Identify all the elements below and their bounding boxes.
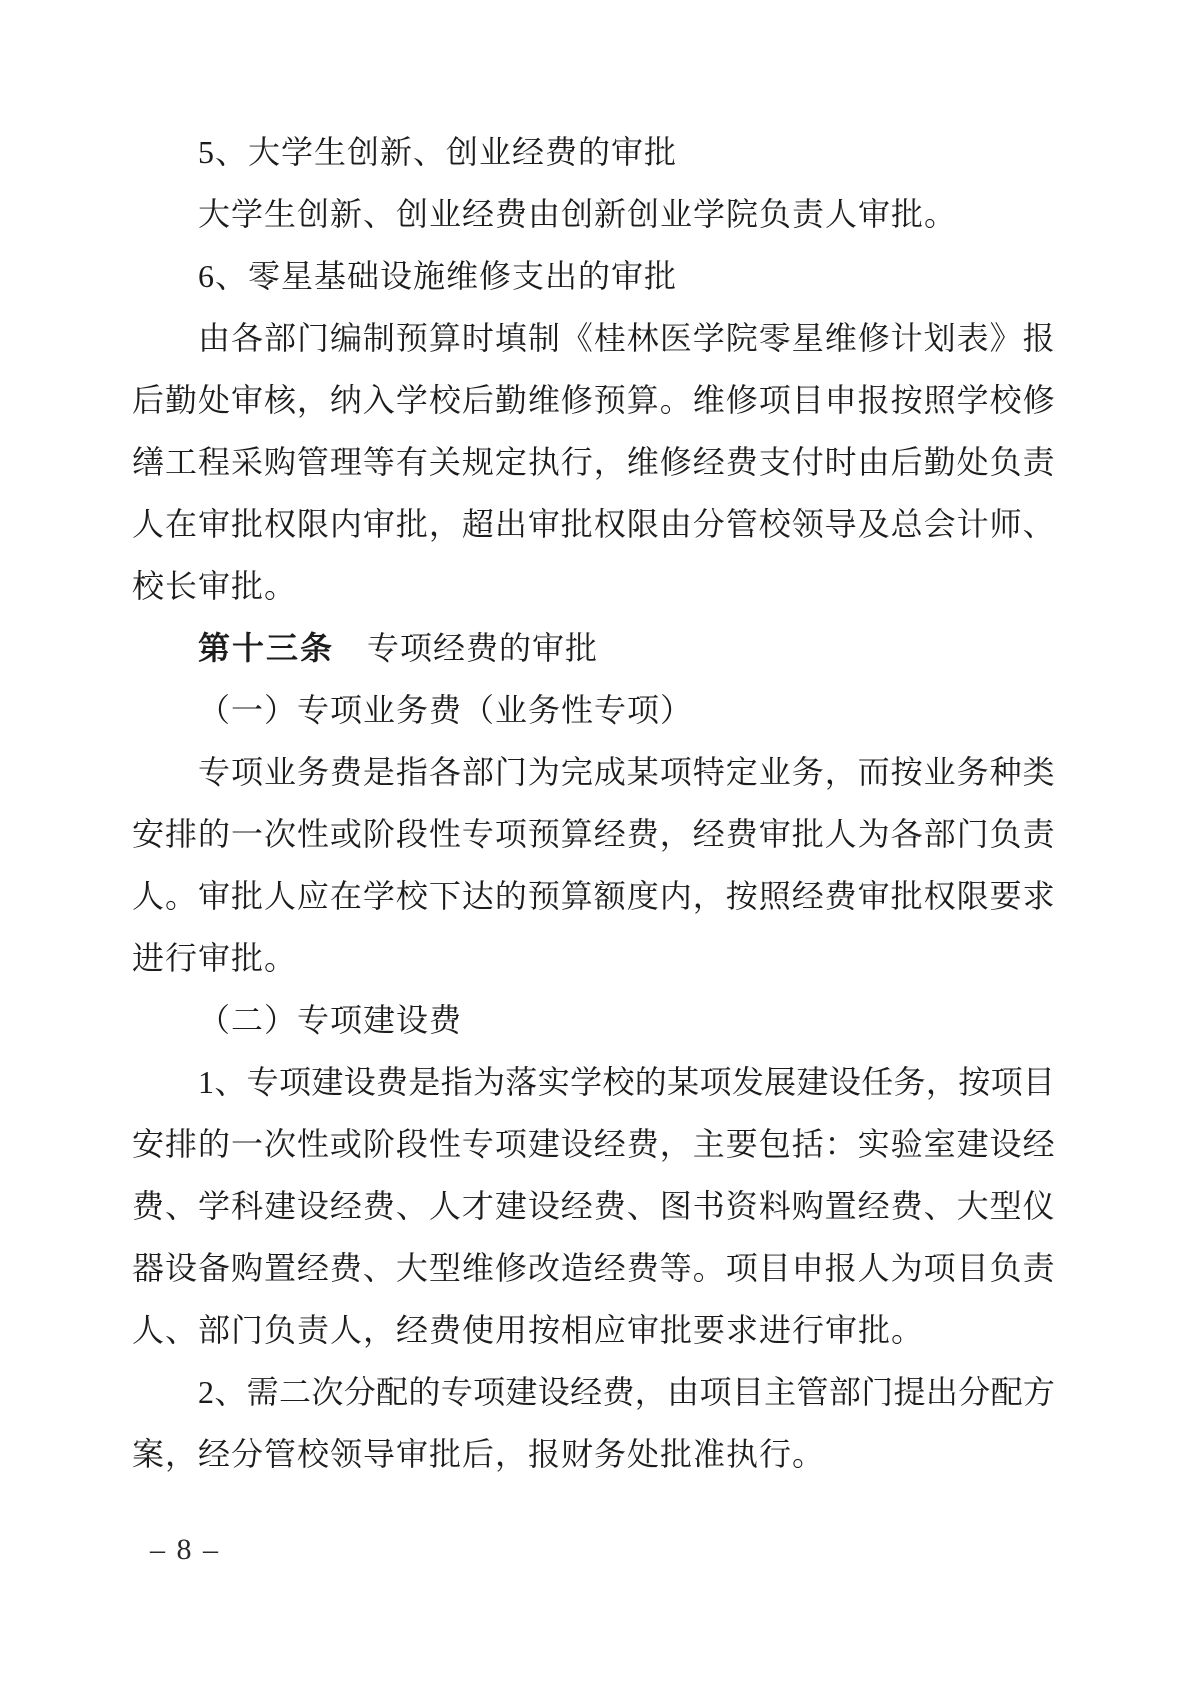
text-line: 安 排 的 一 次 性 或 阶 段 性 专 项 预 算 经 费 ， 经 费 审 批 人 为 各 部 门 负 责 [132, 816, 1055, 852]
text-line: （一）专项业务费（业务性专项） [198, 692, 694, 728]
text-line: 后 勤 处 审 核 ， 纳 入 学 校 后 勤 维 修 预 算 。 维 修 项 目 申 报 按 照 学 校 修 [132, 382, 1055, 418]
text-line: 器 设 备 购 置 经 费 、 大 型 维 修 改 造 经 费 等 。 项 目 申 报 人 为 项 目 负 责 [132, 1250, 1055, 1286]
text-line: 专 项 业 务 费 是 指 各 部 门 为 完 成 某 项 特 定 业 务 ， 而 按 业 务 种 类 [198, 754, 1055, 790]
text-line: 人 。 审 批 人 应 在 学 校 下 达 的 预 算 额 度 内 ， 按 照 经 费 审 批 权 限 要 求 [132, 878, 1055, 914]
document-body [132, 121, 1055, 1485]
page-number: – 8 – [150, 1533, 220, 1566]
text-line: 1 、 专 项 建 设 费 是 指 为 落 实 学 校 的 某 项 发 展 建 设 任 务 ， 按 项 目 [198, 1064, 1055, 1100]
text-line: （二）专项建设费 [198, 1002, 463, 1038]
text-line: 5、大学生创新、创业经费的审批 [198, 134, 678, 170]
article-title: 专项经费的审批 [367, 630, 599, 666]
text-line: 案，经分管校领导审批后，报财务处批准执行。 [132, 1436, 826, 1472]
text-line: 由 各 部 门 编 制 预 算 时 填 制 《 桂 林 医 学 院 零 星 维 修 计 划 表 》 报 [198, 320, 1055, 356]
text-line: 人 在 审 批 权 限 内 审 批 ， 超 出 审 批 权 限 由 分 管 校 领 导 及 总 会 计 师 、 [132, 506, 1055, 542]
text-line: 人、部门负责人，经费使用按相应审批要求进行审批。 [132, 1312, 925, 1348]
text-line: 大学生创新、创业经费由创新创业学院负责人审批。 [198, 196, 958, 232]
text-line: 进行审批。 [132, 940, 298, 976]
article-13-heading-line [132, 617, 1055, 679]
text-line: 安 排 的 一 次 性 或 阶 段 性 专 项 建 设 经 费 ， 主 要 包 括 ： 实 验 室 建 设 经 [132, 1126, 1055, 1162]
article-number: 第十三条 [198, 630, 335, 666]
text-line: 2 、 需 二 次 分 配 的 专 项 建 设 经 费 ， 由 项 目 主 管 部 门 提 出 分 配 方 [198, 1374, 1055, 1410]
text-line: 费 、 学 科 建 设 经 费 、 人 才 建 设 经 费 、 图 书 资 料 购 置 经 费 、 大 型 仪 [132, 1188, 1055, 1224]
text-line: 缮 工 程 采 购 管 理 等 有 关 规 定 执 行 ， 维 修 经 费 支 付 时 由 后 勤 处 负 责 [132, 444, 1055, 480]
text-line: 校长审批。 [132, 568, 298, 604]
text-line: 6、零星基础设施维修支出的审批 [198, 258, 678, 294]
